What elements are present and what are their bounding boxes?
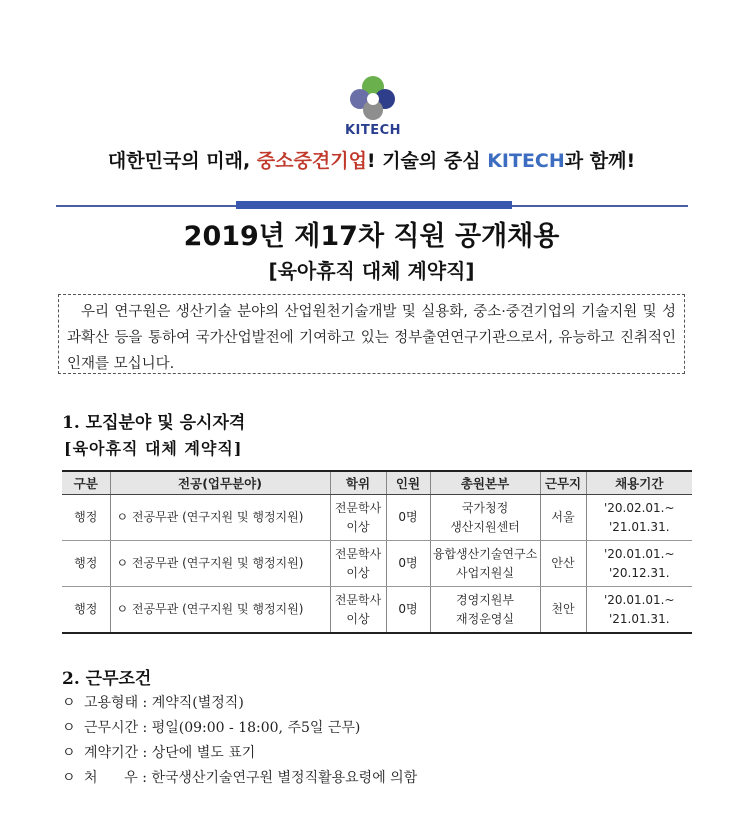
cell-major: ㅇ 전공무관 (연구지원 및 행정지원): [110, 541, 330, 587]
cell-degree-line2: 이상: [346, 611, 370, 626]
page-title: 2019년 제17차 직원 공개채용: [183, 221, 560, 252]
header-rule-thick: [236, 201, 512, 209]
cell-period: [586, 495, 692, 541]
cell-degree-line1: 전문학사: [334, 546, 382, 561]
cell-period: [586, 587, 692, 634]
cell-period-line1: '20.01.01.~: [603, 592, 675, 607]
cell-major: ㅇ 전공무관 (연구지원 및 행정지원): [110, 587, 330, 634]
bullet-mark: ㅇ: [62, 770, 76, 786]
cell-location: 천안: [540, 587, 586, 634]
slogan: [0, 146, 743, 173]
bullet-mark: ㅇ: [62, 695, 76, 711]
condition-text: 고용형태 : 계약직(별정직): [84, 695, 244, 711]
condition-text: 근무시간 : 평일(09:00 - 18:00, 주5일 근무): [84, 720, 361, 736]
col-header: 학위: [330, 471, 386, 495]
cell-period-line2: '21.01.31.: [608, 519, 670, 534]
col-header: 구분: [62, 471, 110, 495]
page-subtitle: [육아휴직 대체 계약직]: [268, 259, 475, 283]
cell-type: 행정: [62, 495, 110, 541]
cell-dept-line2: 사업지원실: [456, 565, 514, 580]
cell-degree-line1: 전문학사: [334, 592, 382, 607]
section1-heading: 1. 모집분야 및 응시자격: [62, 413, 246, 433]
slogan-part2: ! 기술의 중심: [366, 150, 488, 172]
cell-dept-line2: 생산지원센터: [450, 519, 520, 534]
table-row: [62, 495, 692, 541]
cell-degree: [330, 495, 386, 541]
col-header: 근무지: [540, 471, 586, 495]
kitech-logo: [333, 68, 413, 146]
cell-dept-line1: 국가청정: [461, 500, 509, 515]
cell-dept-line1: 융합생산기술연구소: [432, 546, 538, 561]
table-header-row: [62, 471, 692, 495]
cell-degree: [330, 587, 386, 634]
col-header: 인원: [386, 471, 430, 495]
condition-item: [62, 717, 360, 737]
logo-text: KITECH: [344, 123, 402, 138]
kitech-logo-icon: [333, 68, 413, 124]
cell-dept-line1: 경영지원부: [456, 592, 514, 607]
cell-degree: [330, 541, 386, 587]
cell-period-line1: '20.02.01.~: [603, 500, 675, 515]
slogan-part1: 대한민국의 미래,: [107, 150, 257, 172]
cell-period-line2: '21.01.31.: [608, 611, 670, 626]
slogan-highlight-kitech: KITECH: [487, 150, 565, 172]
slogan-highlight-sme: 중소중견기업: [256, 150, 367, 172]
intro-box: [58, 294, 685, 374]
cell-dept: [430, 495, 540, 541]
cell-dept-line2: 재정운영실: [456, 611, 514, 626]
condition-text: 처 우 : 한국생산기술연구원 별정직활용요령에 의함: [84, 770, 418, 786]
bullet-mark: ㅇ: [62, 745, 76, 761]
condition-item: [62, 767, 417, 787]
bullet-mark: ㅇ: [62, 720, 76, 736]
cell-major: ㅇ 전공무관 (연구지원 및 행정지원): [110, 495, 330, 541]
cell-degree-line1: 전문학사: [334, 500, 382, 515]
recruitment-table: [62, 470, 692, 634]
col-header: 채용기간: [586, 471, 692, 495]
cell-location: 서울: [540, 495, 586, 541]
condition-text: 계약기간 : 상단에 별도 표기: [84, 745, 256, 761]
cell-type: 행정: [62, 541, 110, 587]
intro-text: 우리 연구원은 생산기술 분야의 산업원천기술개발 및 실용화, 중소·중견기업의 기술지원 및 성과확산 등을 통하여 국가산업발전에 기여하고 있는 정부출연연구기관으로서, 유능하고 진취적인 인재를 모십니다.: [67, 304, 676, 372]
cell-count: 0명: [386, 587, 430, 634]
cell-period-line1: '20.01.01.~: [603, 546, 675, 561]
cell-degree-line2: 이상: [346, 519, 370, 534]
condition-item: [62, 742, 255, 762]
table-row: [62, 541, 692, 587]
section1-subheading: [육아휴직 대체 계약직]: [64, 439, 243, 458]
cell-period: [586, 541, 692, 587]
cell-type: 행정: [62, 587, 110, 634]
cell-dept: [430, 541, 540, 587]
slogan-part3: 과 함께!: [564, 150, 636, 172]
cell-count: 0명: [386, 541, 430, 587]
cell-location: 안산: [540, 541, 586, 587]
section2-heading: 2. 근무조건: [62, 669, 152, 689]
cell-count: 0명: [386, 495, 430, 541]
col-header: 총원본부: [430, 471, 540, 495]
condition-item: [62, 692, 244, 712]
cell-dept: [430, 587, 540, 634]
cell-period-line2: '20.12.31.: [608, 565, 670, 580]
col-header: 전공(업무분야): [110, 471, 330, 495]
cell-degree-line2: 이상: [346, 565, 370, 580]
table-row: [62, 587, 692, 634]
header-rule: [56, 203, 688, 207]
